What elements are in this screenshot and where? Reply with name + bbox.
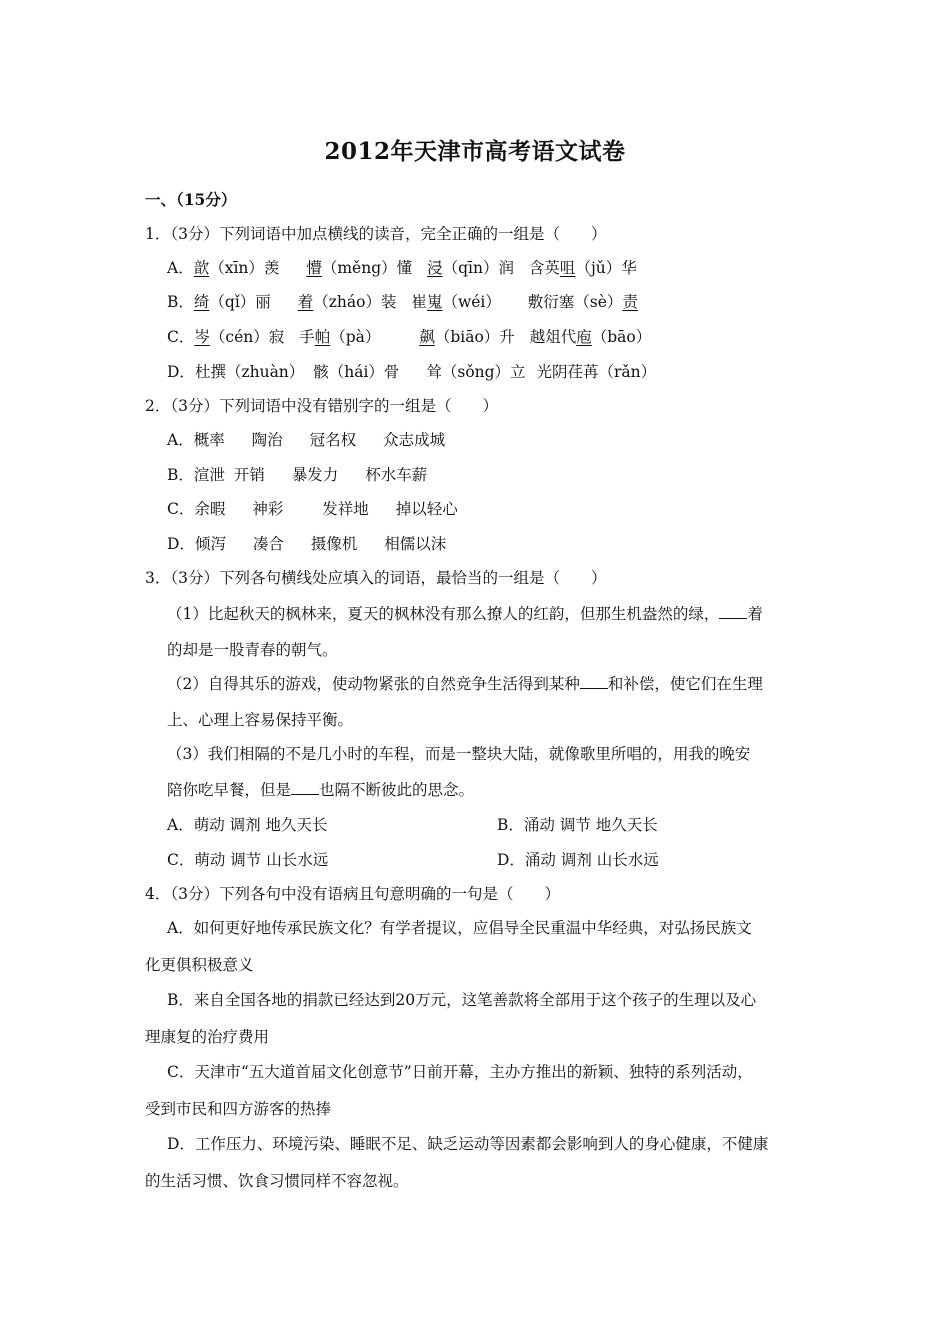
option-key: B． <box>167 466 194 484</box>
section-label: 一、 <box>145 190 177 209</box>
option-key: C． <box>167 500 195 518</box>
pinyin-text: （biāo）升 <box>434 328 515 346</box>
pinyin-text: （měng）懂 <box>321 259 413 277</box>
dotted-char: 嵬 <box>426 293 443 311</box>
q3-sentence-3-cont <box>167 779 474 801</box>
option-text: 光阴荏苒（rǎn） <box>536 363 657 381</box>
q3-option-a: A．萌动 调剂 地久天长 <box>167 816 328 834</box>
option-word: 概率 <box>193 431 225 449</box>
plain-text: 手 <box>299 328 315 346</box>
pinyin-text: （wéi） <box>442 293 501 311</box>
option-word: 凑合 <box>252 535 284 553</box>
page-title: 2012年天津市高考语文试卷 <box>324 138 626 165</box>
option-word: 陶治 <box>251 431 283 449</box>
dotted-char: 帕 <box>314 328 331 346</box>
fill-blank <box>580 674 608 689</box>
q4-stem: 4．（3分）下列各句中没有语病且句意明确的一句是（ ） <box>145 885 560 903</box>
q1-option-d <box>167 361 656 383</box>
q4-option-a: A．如何更好地传承民族文化？有学者提议，应倡导全民重温中华经典，对弘扬民族文 <box>167 919 752 937</box>
option-text: 杜撰（zhuàn） <box>194 363 305 381</box>
option-word: 余暇 <box>194 500 226 518</box>
q3-sentence-1-cont: 的却是一股青春的朝气。 <box>167 641 338 659</box>
section-heading <box>145 189 236 211</box>
option-word: 摄像机 <box>310 535 358 553</box>
dotted-char: 着 <box>297 293 314 311</box>
q1-option-a <box>167 257 637 279</box>
q2-stem: 2．（3分）下列词语中没有错别字的一组是（ ） <box>145 397 498 415</box>
pinyin-text: （zháo）装 <box>313 293 397 311</box>
sentence-text: 和补偿，使它们在生理 <box>607 675 763 693</box>
dotted-char: 歆 <box>193 259 210 277</box>
option-key: A． <box>167 259 194 277</box>
pinyin-text: （cén）寂 <box>209 328 285 346</box>
option-word: 掉以轻心 <box>395 500 458 518</box>
sentence-text: （1）比起秋天的枫林来，夏天的枫林没有那么撩人的红韵，但那生机盎然的绿， <box>167 605 720 623</box>
option-word: 冠名权 <box>309 431 357 449</box>
sentence-text: 着 <box>747 605 763 623</box>
option-word: 杯水车薪 <box>365 466 428 484</box>
q1-stem: 1．（3分）下列词语中加点横线的读音，完全正确的一组是（ ） <box>145 225 607 243</box>
q4-option-b: B．来自全国各地的捐款已经达到20万元，这笔善款将全部用于这个孩子的生理以及心 <box>167 991 757 1009</box>
dotted-char: 浸 <box>427 259 443 277</box>
q4-option-c-cont: 受到市民和四方游客的热捧 <box>145 1100 332 1118</box>
q3-sentence-3: （3）我们相隔的不是几小时的车程，而是一整块大陆，就像歌里所唱的，用我的晚安 <box>167 745 751 763</box>
q2-option-d <box>167 533 446 555</box>
q3-sentence-2 <box>167 673 763 695</box>
q3-option-d: D．涌动 调剂 山长水远 <box>497 851 659 869</box>
pinyin-text: （qǐ）丽 <box>209 293 271 311</box>
q4-option-d: D．工作压力、环境污染、睡眠不足、缺乏运动等因素都会影响到人的身心健康，不健康 <box>167 1135 769 1153</box>
dotted-char: 咀 <box>559 259 576 277</box>
option-key: D． <box>167 535 195 553</box>
dotted-char: 庖 <box>576 328 592 346</box>
option-word: 渲泄 <box>193 466 225 484</box>
dotted-char: 岑 <box>194 328 210 346</box>
q1-option-b <box>167 291 638 313</box>
q2-option-c <box>167 498 458 520</box>
plain-text: 含英 <box>528 259 560 277</box>
q3-sentence-1 <box>167 603 763 625</box>
pinyin-text: （jǔ）华 <box>575 259 637 277</box>
dotted-char: 懵 <box>306 259 322 277</box>
plain-text: 越俎代 <box>529 328 577 346</box>
q4-option-b-cont: 理康复的治疗费用 <box>145 1028 270 1046</box>
q2-option-a <box>167 429 445 451</box>
fill-blank <box>719 604 747 619</box>
q4-option-d-cont: 的生活习惯、饮食习惯同样不容忽视。 <box>145 1172 409 1190</box>
option-key: B． <box>167 293 194 311</box>
dotted-char: 绮 <box>193 293 210 311</box>
q3-option-c: C．萌动 调节 山长水远 <box>167 851 329 869</box>
q3-sentence-2-cont: 上、心理上容易保持平衡。 <box>167 711 354 729</box>
q1-option-c <box>167 326 651 348</box>
plain-text: 崔 <box>411 293 427 311</box>
plain-text: 敷衍塞（sè） <box>527 293 623 311</box>
option-key: C． <box>167 328 195 346</box>
pinyin-text: （pà） <box>330 328 381 346</box>
sentence-text: （2）自得其乐的游戏，使动物紧张的自然竞争生活得到某种 <box>167 675 580 693</box>
option-key: A． <box>167 431 194 449</box>
sentence-text: 也隔不断彼此的思念。 <box>319 781 475 799</box>
option-word: 相儒以沫 <box>384 535 447 553</box>
option-text: 耸（sǒng）立 <box>426 363 526 381</box>
option-word: 暴发力 <box>291 466 339 484</box>
q2-option-b <box>167 464 427 486</box>
fill-blank <box>291 780 319 795</box>
option-word: 开销 <box>233 466 265 484</box>
sentence-text: 陪你吃早餐，但是 <box>167 781 292 799</box>
pinyin-text: （qīn）润 <box>442 259 514 277</box>
q3-stem: 3．（3分）下列各句横线处应填入的词语，最恰当的一组是（ ） <box>145 569 607 587</box>
dotted-char: 责 <box>622 293 638 311</box>
option-word: 发祥地 <box>322 500 369 518</box>
pinyin-text: （xīn）羡 <box>209 259 280 277</box>
option-word: 众志成城 <box>383 431 446 449</box>
option-word: 神彩 <box>252 500 284 518</box>
dotted-char: 飙 <box>419 328 435 346</box>
section-score: （15分） <box>176 190 237 209</box>
option-word: 倾泻 <box>194 535 226 553</box>
option-text: 骸（hái）骨 <box>313 363 400 381</box>
q4-option-c: C．天津市“五大道首届文化创意节”日前开幕，主办方推出的新颖、独特的系列活动， <box>167 1063 753 1081</box>
option-key: D． <box>167 363 195 381</box>
q4-option-a-cont: 化更俱积极意义 <box>145 956 254 974</box>
pinyin-text: （bāo） <box>591 328 652 346</box>
q3-option-b: B．涌动 调节 地久天长 <box>497 816 658 834</box>
